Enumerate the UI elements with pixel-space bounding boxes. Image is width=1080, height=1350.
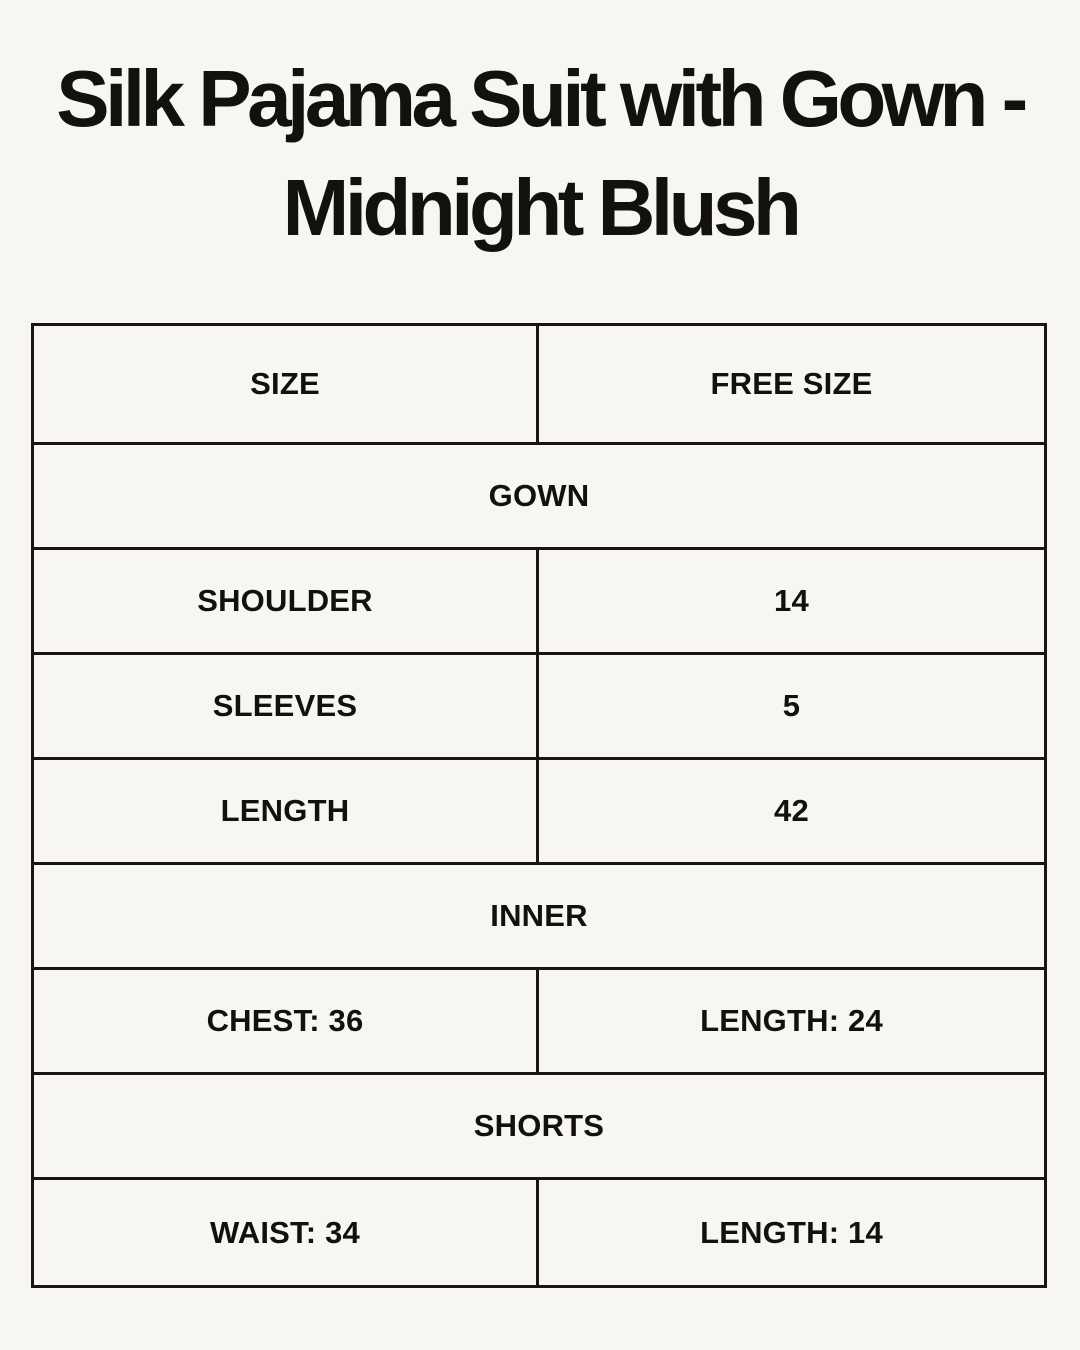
- table-row: [34, 865, 1044, 970]
- table-row: [34, 1180, 1044, 1285]
- length-value-cell: [539, 760, 1044, 862]
- gown-section-label: GOWN: [488, 478, 590, 513]
- table-row: [34, 655, 1044, 760]
- shorts-length-value: LENGTH: 14: [700, 1214, 883, 1250]
- length-label-cell: [34, 760, 539, 862]
- table-row: [34, 760, 1044, 865]
- shoulder-label-cell: [34, 550, 539, 652]
- inner-chest-value: CHEST: 36: [206, 1003, 364, 1038]
- shorts-waist-cell: [34, 1180, 539, 1285]
- page-title-line-1: Silk Pajama Suit with Gown -: [56, 54, 1024, 143]
- table-row: [34, 550, 1044, 655]
- length-label: LENGTH: [220, 793, 350, 828]
- sleeves-label: SLEEVES: [212, 688, 358, 723]
- table-row: [34, 445, 1044, 550]
- gown-section-cell: [34, 445, 1044, 547]
- inner-chest-cell: [34, 970, 539, 1072]
- size-label: SIZE: [250, 366, 320, 401]
- shoulder-label: SHOULDER: [197, 583, 373, 618]
- inner-section-label: INNER: [490, 898, 588, 933]
- inner-length-value: LENGTH: 24: [700, 1003, 883, 1038]
- shorts-waist-value: WAIST: 34: [210, 1214, 360, 1250]
- shorts-section-label: SHORTS: [473, 1108, 605, 1143]
- shorts-length-cell: [539, 1180, 1044, 1285]
- size-value: FREE SIZE: [710, 366, 873, 401]
- table-row: [34, 970, 1044, 1075]
- table-row: [34, 1075, 1044, 1180]
- sleeves-value: 5: [782, 688, 801, 723]
- size-label-cell: [34, 326, 539, 442]
- sleeves-label-cell: [34, 655, 539, 757]
- shoulder-value: 14: [774, 583, 809, 618]
- inner-section-cell: [34, 865, 1044, 967]
- inner-length-cell: [539, 970, 1044, 1072]
- page-title-line-2: Midnight Blush: [282, 163, 798, 252]
- shorts-section-cell: [34, 1075, 1044, 1177]
- length-value: 42: [774, 793, 809, 828]
- size-value-cell: [539, 326, 1044, 442]
- table-row: [34, 326, 1044, 445]
- sleeves-value-cell: [539, 655, 1044, 757]
- shoulder-value-cell: [539, 550, 1044, 652]
- page-title: [0, 44, 1080, 262]
- size-chart-table: [31, 323, 1047, 1288]
